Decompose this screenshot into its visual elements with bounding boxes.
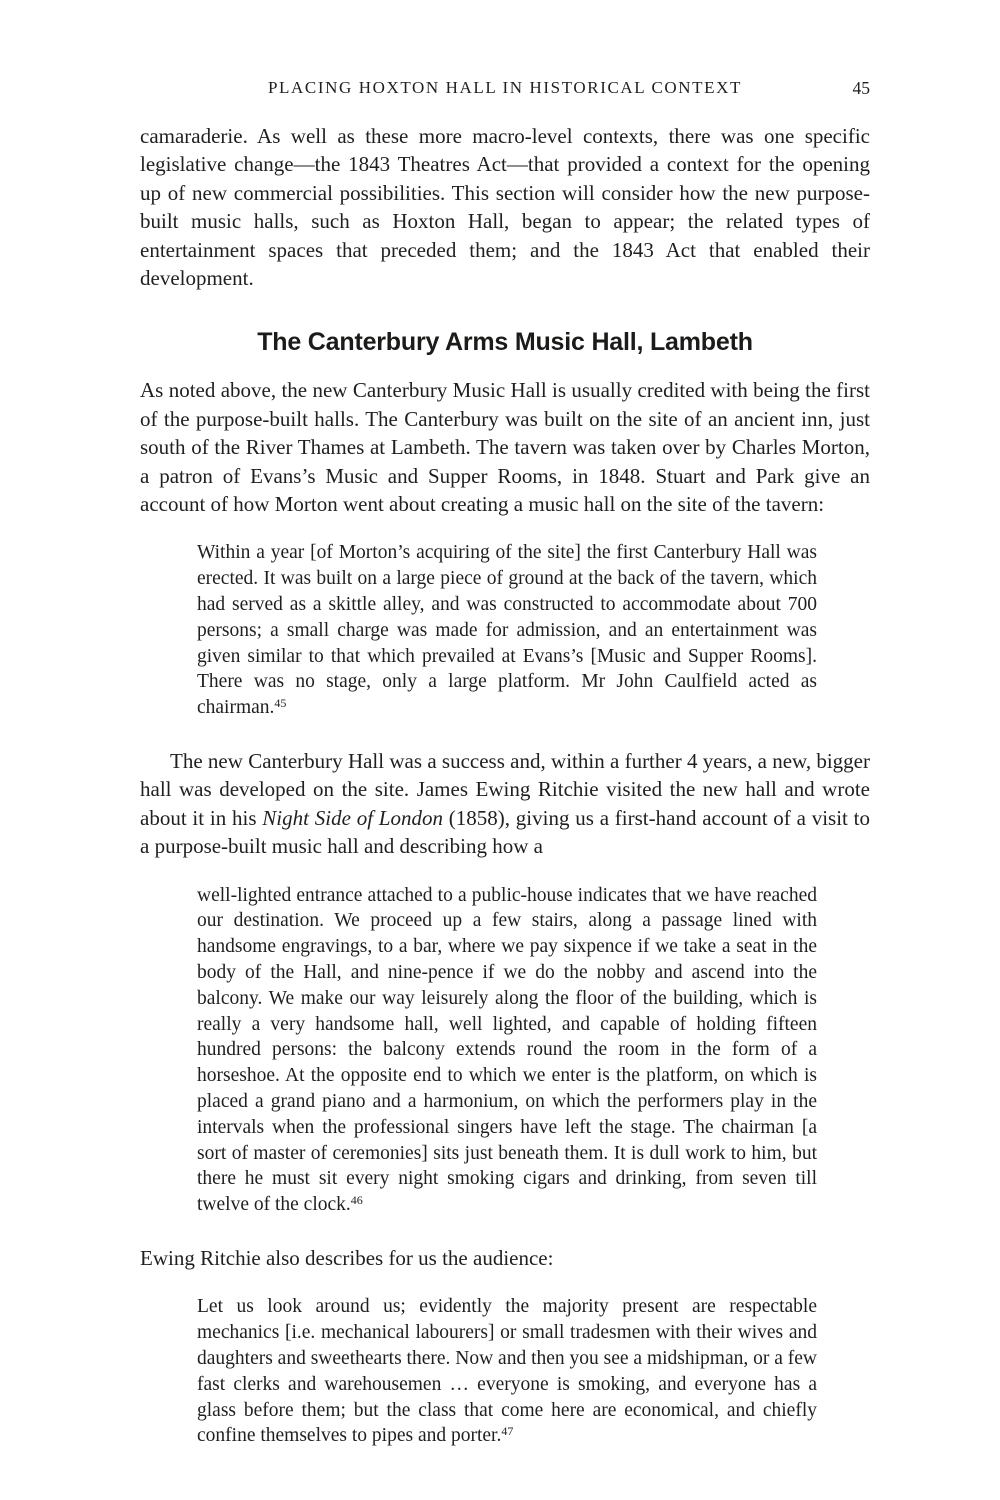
page-body bbox=[140, 122, 870, 1449]
block-quote bbox=[197, 1294, 817, 1449]
page-number: 45 bbox=[852, 78, 870, 98]
text-segment: Within a year [of Morton’s acquiring of the site] the first Canterbury Hall was erected. It was built on a large piece of ground at the back of the tavern, which had served as a skittle alley, and was constructed to accommodate about 700 persons; a small charge was made for admission, and an entertainment was given similar to that which prevailed at Evans’s [Music and Supper Rooms]. There was no stage, only a large platform. Mr John Caulfield acted as chairman. bbox=[197, 542, 817, 719]
body-paragraph bbox=[140, 747, 870, 861]
text-segment: camaraderie. As well as these more macro-level contexts, there was one specific legislative change—the 1843 Theatres Act—that provided a context for the opening up of new commercial possibilities. This section will consider how the new purpose-built music halls, such as Hoxton Hall, began to appear; the related types of entertainment spaces that preceded them; and the 1843 Act that enabled their development. bbox=[140, 124, 870, 291]
block-quote bbox=[197, 883, 817, 1218]
text-segment: Let us look around us; evidently the majority present are respectable mechanics [i.e. mechanical labourers] or small tradesmen with their wives and daughters and sweethearts there. Now and then you see a midshipman, or a few fast clerks and warehousemen … everyone is smoking, and everyone has a glass before them; but the class that come here are economical, and chiefly confine themselves to pipes and porter. bbox=[197, 1296, 818, 1447]
text-column bbox=[140, 78, 870, 1449]
body-paragraph bbox=[140, 1244, 870, 1272]
footnote-reference: 46 bbox=[350, 1193, 363, 1208]
section-heading bbox=[140, 326, 870, 358]
footnote-reference: 47 bbox=[501, 1424, 514, 1439]
book-title-italic: Night Side of London bbox=[262, 805, 443, 830]
running-head-title: PLACING HOXTON HALL IN HISTORICAL CONTEXT bbox=[267, 78, 743, 97]
text-segment: The Canterbury Arms Music Hall, Lambeth bbox=[257, 328, 753, 357]
block-quote bbox=[197, 540, 817, 721]
text-segment: well-lighted entrance attached to a public-house indicates that we have reached our destination. We proceed up a few stairs, along a passage lined with handsome engravings, to a bar, where we pay sixpence if we take a seat in the body of the Hall, and nine-pence if we do the nobby and ascend into the balcony. We make our way leisurely along the floor of the building, which is really a very handsome hall, well lighted, and capable of holding fifteen hundred persons: the balcony extends round the room in the form of a horseshoe. At the opposite end to which we enter is the platform, on which is placed a grand piano and a harmonium, on which the performers play in the intervals when the professional singers have left the stage. The chairman [a sort of master of ceremonies] sits just beneath them. It is dull work to him, but there he must sit every night smoking cigars and drinking, from seven till twelve of the clock. bbox=[197, 884, 817, 1216]
running-head bbox=[140, 78, 870, 98]
text-segment: Ewing Ritchie also describes for us the audience: bbox=[140, 1246, 554, 1271]
body-paragraph bbox=[140, 122, 870, 292]
body-paragraph bbox=[140, 376, 870, 518]
text-segment: As noted above, the new Canterbury Music Hall is usually credited with being the first of the purpose-built halls. The Canterbury was built on the site of an ancient inn, just south of the River Thames at Lambeth. The tavern was taken over by Charles Morton, a patron of Evans’s Music and Supper Rooms, in 1848. Stuart and Park give an account of how Morton went about creating a music hall on the site of the tavern: bbox=[140, 378, 870, 517]
text-segment: The new Canterbury Hall was a success and, within a further 4 years, a new, bigger hall was developed on the site. James Ewing Ritchie visited the new hall and wrote about it in his bbox=[140, 749, 870, 830]
footnote-reference: 45 bbox=[274, 696, 287, 711]
text-segment: (1858), giving us a first-hand account of a visit to a purpose-built music hall and describing how a bbox=[140, 805, 870, 859]
